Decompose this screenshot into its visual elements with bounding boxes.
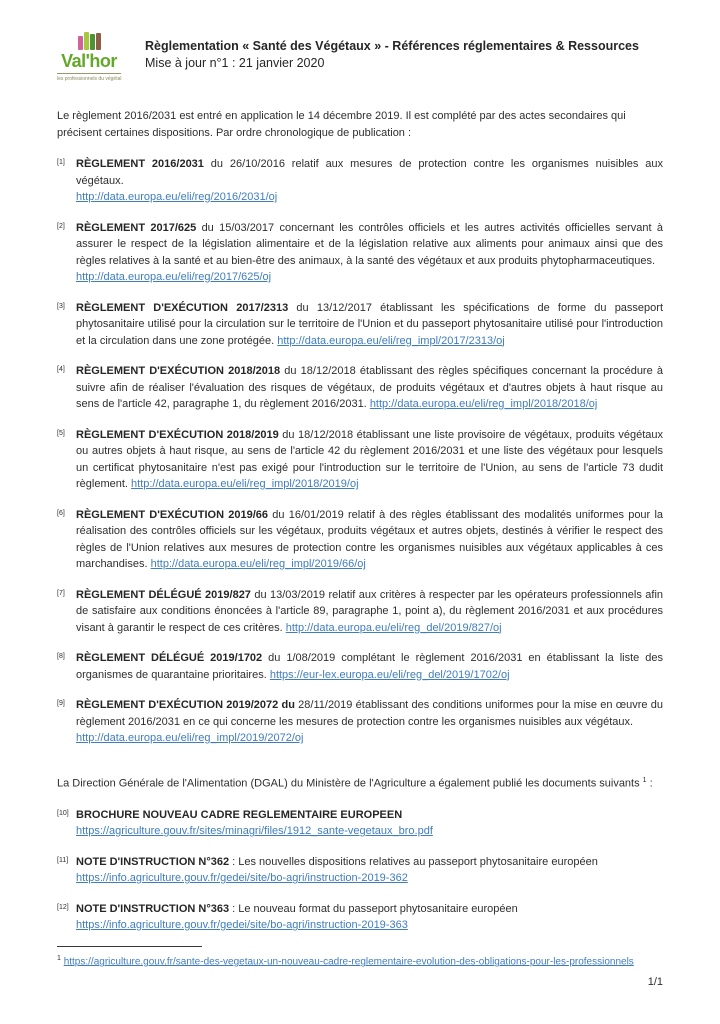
item-link[interactable]: https://eur-lex.europa.eu/eli/reg_del/2019/1702/oj bbox=[269, 668, 510, 681]
dgal-text: La Direction Générale de l'Alimentation (DGAL) du Ministère de l'Agriculture a également publié les documents suivants bbox=[57, 777, 640, 790]
item-number: [12] bbox=[57, 903, 69, 911]
page-number: 1/1 bbox=[647, 976, 663, 989]
item-number: [3] bbox=[57, 302, 65, 310]
regulation-list bbox=[57, 156, 663, 747]
item-link[interactable]: http://data.europa.eu/eli/reg/2017/625/oj bbox=[76, 271, 272, 283]
item-text: du 15/03/2017 concernant les contrôles officiels et les autres activités officielles servant à assurer le respect de la législation alimentaire et de la législation relative aux aliments pour animaux ainsi que des règles relatives à la santé et au bien-être des animaux, à la santé des végétaux et aux produits phytopharmaceutiques. bbox=[76, 221, 663, 267]
item-text: du 13/12/2017 établissant les spécifications de forme du passeport phytosanitaire utilisé pour la circulation sur le territoire de l'Union et du passeport phytosanitaire utilisé pour l'introduction et la circulation dans une zone protégée. bbox=[76, 301, 663, 347]
dgal-footnote-marker: 1 bbox=[642, 776, 647, 784]
item-link[interactable]: http://data.europa.eu/eli/reg_impl/2017/2313/oj bbox=[277, 334, 505, 347]
item-title: RÈGLEMENT D'EXÉCUTION 2017/2313 bbox=[76, 301, 289, 314]
document-header bbox=[57, 30, 663, 82]
item-content bbox=[76, 807, 663, 840]
item-link[interactable]: http://data.europa.eu/eli/reg/2016/2031/oj bbox=[76, 191, 278, 203]
item-title: NOTE D'INSTRUCTION N°362 bbox=[76, 855, 230, 868]
list-item bbox=[57, 300, 663, 350]
item-number: [5] bbox=[57, 429, 65, 437]
logo-bars-icon bbox=[57, 32, 121, 50]
document-subtitle: Mise à jour n°1 : 21 janvier 2020 bbox=[145, 56, 325, 70]
item-text: du 26/10/2016 relatif aux mesures de protection contre les organismes nuisibles aux végétaux. bbox=[76, 158, 663, 187]
list-item bbox=[57, 427, 663, 493]
dgal-document-list bbox=[57, 807, 663, 934]
item-number: [7] bbox=[57, 589, 65, 597]
list-item bbox=[57, 220, 663, 286]
footnote-divider bbox=[57, 946, 202, 947]
item-content bbox=[76, 363, 663, 413]
item-title: RÈGLEMENT D'EXÉCUTION 2018/2019 bbox=[76, 428, 279, 441]
footnote bbox=[57, 952, 663, 968]
list-item bbox=[57, 854, 663, 887]
footnote-marker: 1 bbox=[57, 955, 61, 962]
document-title: Règlementation « Santé des Végétaux » - Références réglementaires & Ressources bbox=[145, 39, 639, 53]
item-link[interactable]: https://info.agriculture.gouv.fr/gedei/site/bo-agri/instruction-2019-363 bbox=[76, 919, 408, 932]
item-link[interactable]: http://data.europa.eu/eli/reg_impl/2019/66/oj bbox=[150, 558, 366, 570]
item-content bbox=[76, 427, 663, 493]
title-block bbox=[145, 30, 639, 72]
page-footer bbox=[57, 946, 663, 988]
item-text: du 18/12/2018 établissant des règles spécifiques concernant la procédure à suivre afin de réaliser l'évaluation des risques de végétaux, de produits végétaux et d'autres objets à haut risque au sens de l'article 42, paragraphe 1, du règlement 2016/2031. bbox=[76, 365, 663, 410]
item-content bbox=[76, 507, 663, 573]
intro-paragraph: Le règlement 2016/2031 est entré en application le 14 décembre 2019. Il est complété par des actes secondaires qui précisent certaines dispositions. Par ordre chronologique de publication : bbox=[57, 110, 626, 139]
item-text: du 1/08/2019 complétant le règlement 2016/2031 en établissant la liste des organismes de quarantaine prioritaires. bbox=[76, 652, 663, 681]
item-content bbox=[76, 220, 663, 286]
item-title: RÈGLEMENT 2016/2031 bbox=[76, 158, 204, 170]
item-content bbox=[76, 156, 663, 206]
item-number: [11] bbox=[57, 856, 69, 864]
item-link[interactable]: http://data.europa.eu/eli/reg_impl/2018/2018/oj bbox=[369, 398, 598, 410]
valhor-logo bbox=[57, 32, 121, 82]
list-item bbox=[57, 807, 663, 840]
item-title: RÈGLEMENT D'EXÉCUTION 2018/2018 bbox=[76, 365, 281, 377]
item-link[interactable]: http://data.europa.eu/eli/reg_del/2019/827/oj bbox=[285, 621, 502, 634]
item-content bbox=[76, 650, 663, 683]
item-text: 28/11/2019 établissant des conditions uniformes pour la mise en œuvre du règlement 2016/2031 en ce qui concerne les mesures de protection contre les organismes nuisibles aux végétaux. bbox=[76, 699, 663, 728]
item-title: NOTE D'INSTRUCTION N°363 bbox=[76, 902, 230, 915]
list-item bbox=[57, 363, 663, 413]
item-link[interactable]: http://data.europa.eu/eli/reg_impl/2018/2019/oj bbox=[131, 478, 359, 490]
item-number: [10] bbox=[57, 809, 69, 817]
item-content bbox=[76, 587, 663, 637]
list-item bbox=[57, 697, 663, 747]
item-number: [8] bbox=[57, 653, 65, 660]
item-link[interactable]: https://agriculture.gouv.fr/sites/minagri/files/1912_sante-vegetaux_bro.pdf bbox=[76, 825, 433, 838]
item-title: RÈGLEMENT DÉLÉGUÉ 2019/1702 bbox=[76, 652, 263, 664]
list-item bbox=[57, 901, 663, 934]
item-link[interactable]: https://info.agriculture.gouv.fr/gedei/site/bo-agri/instruction-2019-362 bbox=[76, 872, 408, 885]
item-title: BROCHURE NOUVEAU CADRE REGLEMENTAIRE EUROPEEN bbox=[76, 808, 403, 821]
item-number: [1] bbox=[57, 159, 65, 166]
logo-tagline: les professionnels du végétal bbox=[57, 73, 121, 82]
item-content bbox=[76, 697, 663, 747]
logo-brand-name: Val'hor bbox=[61, 51, 117, 71]
item-content bbox=[76, 854, 663, 887]
list-item bbox=[57, 507, 663, 573]
item-number: [6] bbox=[57, 509, 65, 517]
item-text: : Les nouvelles dispositions relatives au passeport phytosanitaire européen bbox=[229, 855, 598, 868]
item-link[interactable]: http://data.europa.eu/eli/reg_impl/2019/2072/oj bbox=[76, 732, 304, 744]
item-title: RÈGLEMENT DÉLÉGUÉ 2019/827 bbox=[76, 588, 251, 601]
item-number: [4] bbox=[57, 366, 65, 373]
list-item bbox=[57, 156, 663, 206]
list-item bbox=[57, 587, 663, 637]
dgal-paragraph bbox=[57, 773, 663, 792]
item-content bbox=[76, 901, 663, 934]
footnote-link[interactable]: https://agriculture.gouv.fr/sante-des-vegetaux-un-nouveau-cadre-reglementaire-evolution-des-obligations-pour-les-professionnels bbox=[63, 956, 634, 968]
item-title: RÈGLEMENT D'EXÉCUTION 2019/2072 du bbox=[76, 699, 295, 711]
list-item bbox=[57, 650, 663, 683]
item-text: du 16/01/2019 relatif à des règles établissant des modalités uniformes pour la réalisation des contrôles officiels sur les végétaux, produits végétaux et autres objets, destinés à vérifier le respect des règles de l'Union relatives aux mesures de protection contre les organismes nuisibles aux végétaux applicables à ces marchandises. bbox=[76, 508, 664, 570]
item-content bbox=[76, 300, 663, 350]
item-number: [9] bbox=[57, 700, 65, 707]
item-title: RÈGLEMENT D'EXÉCUTION 2019/66 bbox=[76, 508, 269, 521]
item-text: : Le nouveau format du passeport phytosanitaire européen bbox=[229, 902, 518, 915]
item-text: du 18/12/2018 établissant une liste provisoire de végétaux, produits végétaux ou autres objets à haut risque, au sens de l'article 42 du règlement 2016/2031 et une liste des végétaux pour lesquels un certificat phytosanitaire n'est pas exigé pour l'introduction sur le territoire de l'Union, au sens de l'article 73 dudit règlement. bbox=[76, 428, 663, 490]
item-title: RÈGLEMENT 2017/625 bbox=[76, 221, 197, 234]
item-text: du 13/03/2019 relatif aux critères à respecter par les opérateurs professionnels afin de satisfaire aux conditions énoncées à l'article 89, paragraphe 1, point a), du règlement 2016/2031 et aux procédures visant à garantir le respect de ces critères. bbox=[76, 588, 663, 634]
dgal-suffix: : bbox=[646, 777, 653, 790]
item-number: [2] bbox=[57, 222, 65, 230]
